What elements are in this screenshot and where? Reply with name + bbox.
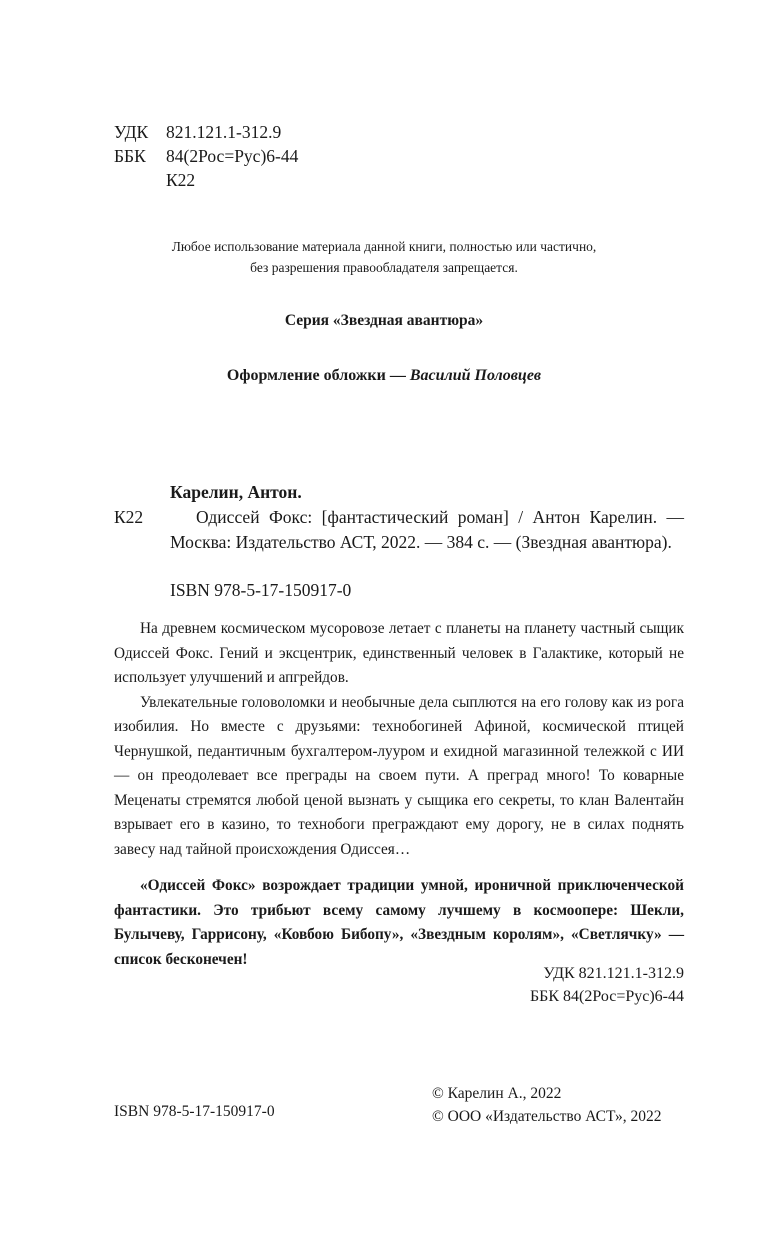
disclaimer-line-2: без разрешения правообладателя запрещается. bbox=[250, 260, 518, 275]
bbk-value: 84(2Рос=Рус)6-44 bbox=[166, 146, 299, 166]
udc-repeat-value: УДК 821.121.1-312.9 bbox=[543, 965, 684, 982]
record-shelfmark: К22 bbox=[114, 507, 144, 527]
bbk-label: ББК bbox=[114, 146, 146, 166]
series-title: Серия «Звездная авантюра» bbox=[284, 312, 484, 329]
copyright-author: © Карелин А., 2022 bbox=[432, 1085, 562, 1102]
bbk-row bbox=[114, 144, 298, 168]
udc-value: 821.121.1-312.9 bbox=[166, 122, 282, 142]
annotation-paragraph-2: Увлекательные головоломки и необычные дела сыплются на его голову как из рога изобилия. Но вместе с друзьями: технобогиней Афиной, космической птицей Чернушкой, педантичным бухгалтером-лууром и ехидной магазинной тележкой с ИИ — он преодолевает все преграды на своем пути. А преград много! То коварные Меценаты стремятся любой ценой вызнать у сыщика его секреты, то клан Валентайн взрывает его в казино, то технобоги преграждают ему дорогу, не в силах поднять завесу над тайной происхождения Одиссея… bbox=[114, 693, 684, 858]
udc-label: УДК bbox=[114, 122, 149, 142]
record-description: Одиссей Фокс: [фантастический роман] / Антон Карелин. — Москва: Издательство АСТ, 2022. — 384 с. — (Звездная авантюра). bbox=[170, 507, 684, 552]
record-author: Карелин, Антон. bbox=[170, 482, 302, 502]
cover-design-credit bbox=[114, 367, 654, 385]
disclaimer-line-1: Любое использование материала данной книги, полностью или частично, bbox=[171, 239, 597, 254]
book-blurb bbox=[114, 874, 684, 972]
classification-block bbox=[114, 120, 298, 192]
cover-designer-name: Василий Половцев bbox=[409, 367, 542, 384]
blurb-text: «Одиссей Фокс» возрождает традиции умной, ироничной приключенческой фантастики. Это трибьют всему самому лучшему в космоопере: Шекли, Булычеву, Гаррисону, «Ковбою Бибопу», «Звездным королям», «Светлячку» — список бесконечен! bbox=[114, 877, 684, 968]
udc-row bbox=[114, 120, 298, 144]
bbk-repeat-value: ББК 84(2Рос=Рус)6-44 bbox=[529, 988, 684, 1005]
cover-design-label: Оформление обложки — bbox=[226, 367, 410, 384]
footer-isbn: ISBN 978-5-17-150917-0 bbox=[114, 1103, 275, 1120]
record-isbn: ISBN 978-5-17-150917-0 bbox=[170, 580, 352, 600]
copyright-publisher: © ООО «Издательство АСТ», 2022 bbox=[432, 1108, 662, 1125]
record-body bbox=[170, 480, 684, 555]
annotation-paragraph-1: На древнем космическом мусоровозе летает с планеты на планету частный сыщик Одиссей Фокс. Гений и эксцентрик, единственный человек в Галактике, который не использует улучшений и апгрейдов. bbox=[114, 620, 684, 686]
copyright-block bbox=[432, 1082, 662, 1128]
shelfmark-code: К22 bbox=[166, 170, 196, 190]
usage-disclaimer bbox=[114, 236, 654, 278]
bibliographic-record bbox=[114, 480, 684, 555]
classification-repeat-block bbox=[300, 962, 684, 1008]
book-annotation bbox=[114, 617, 684, 862]
